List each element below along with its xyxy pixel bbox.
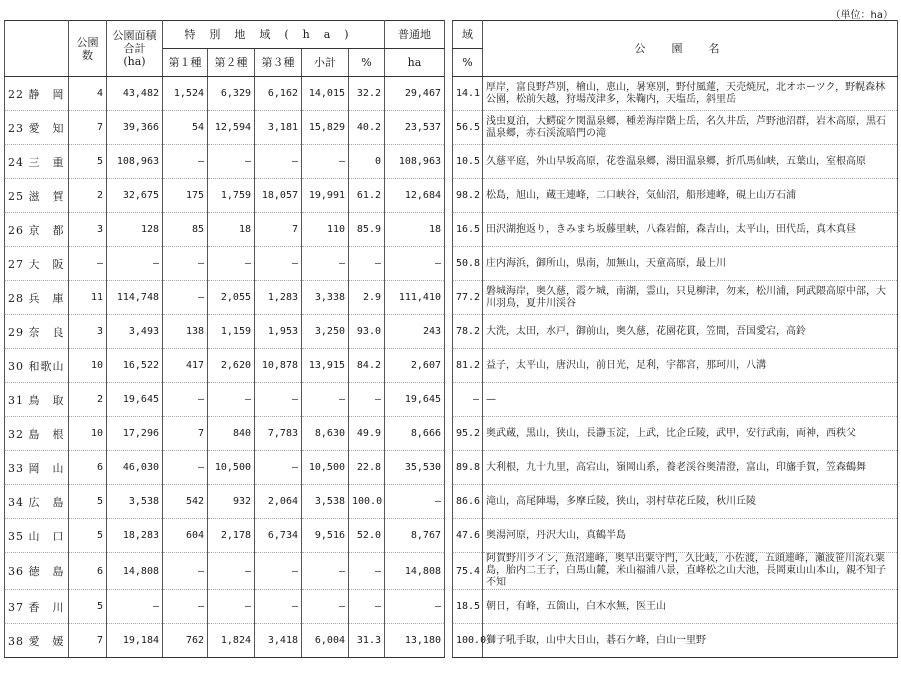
park-names-cell: 朝日，有峰，五箇山，白木水無，医王山 (483, 590, 898, 624)
percent-cell: 0 (349, 145, 385, 179)
percent-cell: 32.2 (349, 77, 385, 111)
ordinary-percent-cell: 16.5 (453, 213, 483, 247)
park-names-cell: 奥武蔵，黒山，狭山，長瀞玉淀，上武，比企丘陵，武甲，安行武南，両神，西秩父 (483, 417, 898, 451)
ordinary-area-cell: 23,537 (385, 111, 445, 145)
subtotal-cell: — (302, 553, 349, 590)
subtotal-cell: 8,630 (302, 417, 349, 451)
class-2-cell: 932 (208, 485, 255, 519)
header-ordinary-area: 普通地 (385, 21, 445, 49)
ordinary-percent-cell: 77.2 (453, 281, 483, 315)
class-2-cell: 2,620 (208, 349, 255, 383)
ordinary-area-cell: — (385, 247, 445, 281)
ordinary-percent-cell: 56.5 (453, 111, 483, 145)
table-gutter (445, 485, 453, 519)
ordinary-area-cell: 14,808 (385, 553, 445, 590)
class-3-cell: 3,418 (255, 624, 302, 658)
park-names-cell: 磐城海岸，奥久慈，霞ケ城，南湖，霊山，只見柳津，勿来，松川浦，阿武隈高原中部，大川羽鳥，夏井川渓谷 (483, 281, 898, 315)
ordinary-area-cell: 2,607 (385, 349, 445, 383)
table-gutter (445, 213, 453, 247)
ordinary-area-cell: 8,767 (385, 519, 445, 553)
prefecture-number: 29 (8, 325, 24, 339)
header-percent: % (349, 49, 385, 77)
prefecture-number: 35 (8, 529, 24, 543)
header-park-names: 公園名 (483, 21, 898, 77)
subtotal-cell: 6,004 (302, 624, 349, 658)
ordinary-area-cell: 108,963 (385, 145, 445, 179)
prefecture-cell (5, 213, 69, 247)
park-area-cell: 16,522 (107, 349, 163, 383)
ordinary-area-cell: 12,684 (385, 179, 445, 213)
ordinary-percent-cell: 75.4 (453, 553, 483, 590)
percent-cell: 61.2 (349, 179, 385, 213)
class-3-cell: 7,783 (255, 417, 302, 451)
subtotal-cell: — (302, 383, 349, 417)
table-gutter (445, 590, 453, 624)
prefecture-number: 36 (8, 565, 24, 578)
subtotal-cell: — (302, 145, 349, 179)
prefecture-number: 34 (8, 495, 24, 509)
class-1-cell: 175 (163, 179, 208, 213)
table-header (5, 21, 898, 77)
subtotal-cell: 14,015 (302, 77, 349, 111)
ordinary-area-cell: — (385, 485, 445, 519)
prefecture-name: 兵 庫 (28, 291, 65, 305)
park-count-cell: 2 (69, 383, 107, 417)
prefecture-number: 30 (8, 359, 24, 373)
class-1-cell: 762 (163, 624, 208, 658)
prefecture-cell (5, 315, 69, 349)
table-body (5, 77, 898, 658)
class-1-cell: — (163, 383, 208, 417)
table-gutter (445, 451, 453, 485)
ordinary-percent-cell: 78.2 (453, 315, 483, 349)
percent-cell: 84.2 (349, 349, 385, 383)
table-row (5, 417, 898, 451)
class-1-cell: 138 (163, 315, 208, 349)
park-names-cell: 大洗，太田，水戸，御前山，奥久慈，花園花貫，笠間，吾国愛宕，高鈴 (483, 315, 898, 349)
header-prefecture (5, 21, 69, 77)
percent-cell: — (349, 590, 385, 624)
prefecture-number: 31 (8, 393, 24, 407)
ordinary-area-cell: 18 (385, 213, 445, 247)
class-2-cell: 1,759 (208, 179, 255, 213)
park-count-cell: 6 (69, 553, 107, 590)
class-3-cell: — (255, 590, 302, 624)
park-area-cell: — (107, 590, 163, 624)
park-area-cell: 114,748 (107, 281, 163, 315)
park-count-cell: 4 (69, 77, 107, 111)
ordinary-area-cell: 19,645 (385, 383, 445, 417)
park-count-cell: 3 (69, 213, 107, 247)
class-2-cell: 840 (208, 417, 255, 451)
ordinary-percent-cell: 100.0 (453, 624, 483, 658)
prefectural-parks-table (4, 20, 898, 658)
ordinary-percent-cell: 98.2 (453, 179, 483, 213)
ordinary-percent-cell: 50.8 (453, 247, 483, 281)
park-count-cell: 7 (69, 624, 107, 658)
prefecture-number: 23 (8, 121, 24, 135)
prefecture-cell (5, 111, 69, 145)
header-park-area-unit: (ha) (123, 55, 146, 68)
subtotal-cell: 3,538 (302, 485, 349, 519)
prefecture-number: 22 (8, 87, 24, 101)
percent-cell: 49.9 (349, 417, 385, 451)
table-gutter (445, 21, 453, 77)
percent-cell: 22.8 (349, 451, 385, 485)
prefecture-number: 38 (8, 634, 24, 648)
table-row (5, 145, 898, 179)
prefecture-cell (5, 281, 69, 315)
table-gutter (445, 383, 453, 417)
park-count-cell: 5 (69, 145, 107, 179)
subtotal-cell: — (302, 590, 349, 624)
table-row (5, 179, 898, 213)
class-3-cell: 18,057 (255, 179, 302, 213)
statistics-table-wrapper (4, 20, 898, 658)
park-count-cell: 6 (69, 451, 107, 485)
park-count-cell: 10 (69, 417, 107, 451)
class-3-cell: 3,181 (255, 111, 302, 145)
table-row (5, 451, 898, 485)
header-special-area: 特別地域(ha) (163, 21, 385, 49)
header-park-area (107, 21, 163, 77)
table-row (5, 111, 898, 145)
park-count-cell: — (69, 247, 107, 281)
park-count-cell: 2 (69, 179, 107, 213)
ordinary-percent-cell: 14.1 (453, 77, 483, 111)
class-2-cell: — (208, 247, 255, 281)
ordinary-area-cell: 8,666 (385, 417, 445, 451)
prefecture-cell (5, 519, 69, 553)
percent-cell: 52.0 (349, 519, 385, 553)
prefecture-number: 25 (8, 189, 24, 203)
class-1-cell: 1,524 (163, 77, 208, 111)
table-gutter (445, 77, 453, 111)
ordinary-area-cell: 13,180 (385, 624, 445, 658)
subtotal-cell: 10,500 (302, 451, 349, 485)
subtotal-cell: 19,991 (302, 179, 349, 213)
prefecture-name: 三 重 (28, 155, 65, 169)
table-row (5, 590, 898, 624)
prefecture-number: 32 (8, 427, 24, 441)
class-2-cell: 1,824 (208, 624, 255, 658)
percent-cell: 40.2 (349, 111, 385, 145)
class-2-cell: — (208, 553, 255, 590)
table-row (5, 349, 898, 383)
percent-cell: 100.0 (349, 485, 385, 519)
class-2-cell: 6,329 (208, 77, 255, 111)
class-3-cell: — (255, 553, 302, 590)
class-1-cell: — (163, 145, 208, 179)
table-row (5, 281, 898, 315)
class-1-cell: 542 (163, 485, 208, 519)
prefecture-cell (5, 247, 69, 281)
prefecture-name: 鳥 取 (28, 393, 65, 407)
park-names-cell: 益子，太平山，唐沢山，前日光，足利，宇都宮，那珂川，八溝 (483, 349, 898, 383)
header-ordinary-percent: % (453, 49, 483, 77)
park-area-cell: 19,645 (107, 383, 163, 417)
percent-cell: 85.9 (349, 213, 385, 247)
prefecture-cell (5, 349, 69, 383)
percent-cell: — (349, 383, 385, 417)
prefecture-name: 岡 山 (28, 461, 65, 475)
park-count-cell: 7 (69, 111, 107, 145)
header-class-1: 第１種 (163, 49, 208, 77)
ordinary-percent-cell: 81.2 (453, 349, 483, 383)
park-names-cell: 久慈平庭，外山早坂高原，花巻温泉郷，湯田温泉郷，折爪馬仙峡，五葉山，室根高原 (483, 145, 898, 179)
class-2-cell: 2,055 (208, 281, 255, 315)
prefecture-number: 24 (8, 155, 24, 169)
table-gutter (445, 247, 453, 281)
prefecture-number: 28 (8, 291, 24, 305)
park-area-cell: 17,296 (107, 417, 163, 451)
park-area-cell: 14,808 (107, 553, 163, 590)
class-1-cell: 54 (163, 111, 208, 145)
table-gutter (445, 179, 453, 213)
class-1-cell: 85 (163, 213, 208, 247)
park-count-cell: 5 (69, 519, 107, 553)
table-row (5, 383, 898, 417)
class-3-cell: 1,953 (255, 315, 302, 349)
subtotal-cell: 13,915 (302, 349, 349, 383)
prefecture-cell (5, 485, 69, 519)
subtotal-cell: 3,250 (302, 315, 349, 349)
prefecture-name: 愛 知 (28, 121, 65, 135)
table-row (5, 247, 898, 281)
ordinary-percent-cell: 95.2 (453, 417, 483, 451)
class-3-cell: — (255, 145, 302, 179)
ordinary-percent-cell: — (453, 383, 483, 417)
class-1-cell: 417 (163, 349, 208, 383)
prefecture-name: 徳 島 (28, 565, 65, 578)
park-area-cell: 19,184 (107, 624, 163, 658)
subtotal-cell: 9,516 (302, 519, 349, 553)
prefecture-cell (5, 590, 69, 624)
table-row (5, 624, 898, 658)
class-3-cell: — (255, 451, 302, 485)
ordinary-area-cell: 111,410 (385, 281, 445, 315)
unit-label: （単位：ha） (830, 10, 893, 21)
header-subtotal: 小計 (302, 49, 349, 77)
class-2-cell: 10,500 (208, 451, 255, 485)
park-names-cell: 庄内海浜，御所山，県南，加無山，天童高原，最上川 (483, 247, 898, 281)
class-1-cell: 604 (163, 519, 208, 553)
class-1-cell: — (163, 281, 208, 315)
subtotal-cell: 3,338 (302, 281, 349, 315)
ordinary-area-cell: 243 (385, 315, 445, 349)
ordinary-percent-cell: 86.6 (453, 485, 483, 519)
class-3-cell: 6,734 (255, 519, 302, 553)
park-area-cell: 43,482 (107, 77, 163, 111)
park-names-cell: — (483, 383, 898, 417)
class-3-cell: 1,283 (255, 281, 302, 315)
park-names-cell: 田沢湖抱返り，きみまち坂藤里峡，八森岩館，森吉山，太平山，田代岳，真木真昼 (483, 213, 898, 247)
park-area-cell: 3,538 (107, 485, 163, 519)
table-gutter (445, 624, 453, 658)
prefecture-cell (5, 77, 69, 111)
class-3-cell: 7 (255, 213, 302, 247)
park-names-cell: 浅虫夏泊，大鰐碇ケ関温泉郷，種差海岸階上岳，名久井岳，芦野池沼群，岩木高原，黒石温泉郷，赤石渓流暗門の滝 (483, 111, 898, 145)
prefecture-name: 京 都 (28, 223, 65, 237)
park-count-cell: 5 (69, 485, 107, 519)
subtotal-cell: 15,829 (302, 111, 349, 145)
table-row (5, 315, 898, 349)
prefecture-cell (5, 553, 69, 590)
table-row (5, 77, 898, 111)
ordinary-area-cell: 29,467 (385, 77, 445, 111)
table-row (5, 485, 898, 519)
class-3-cell: — (255, 383, 302, 417)
table-gutter (445, 417, 453, 451)
table-gutter (445, 349, 453, 383)
class-2-cell: — (208, 383, 255, 417)
park-names-cell: 厚岸，富良野芦別，檜山，恵山，暑寒別，野付風蓮，天売焼尻，北オホーツク，野幌森林公園，松前矢越，狩場茂津多，朱鞠内，天塩岳，斜里岳 (483, 77, 898, 111)
ordinary-percent-cell: 10.5 (453, 145, 483, 179)
class-2-cell: — (208, 590, 255, 624)
park-names-cell: 滝山，高尾陣場，多摩丘陵，狭山，羽村草花丘陵，秋川丘陵 (483, 485, 898, 519)
ordinary-area-cell: 35,530 (385, 451, 445, 485)
header-class-3: 第３種 (255, 49, 302, 77)
class-3-cell: — (255, 247, 302, 281)
class-1-cell: — (163, 553, 208, 590)
table-gutter (445, 315, 453, 349)
prefecture-number: 27 (8, 257, 24, 271)
prefecture-name: 山 口 (28, 529, 65, 543)
percent-cell: — (349, 553, 385, 590)
prefecture-name: 愛 媛 (28, 634, 65, 648)
class-2-cell: 2,178 (208, 519, 255, 553)
park-area-cell: 128 (107, 213, 163, 247)
header-park-area-label: 公園面積合計 (112, 29, 157, 55)
prefecture-name: 広 島 (28, 495, 65, 509)
park-area-cell: 32,675 (107, 179, 163, 213)
park-count-cell: 5 (69, 590, 107, 624)
table-gutter (445, 553, 453, 590)
prefecture-name: 大 阪 (28, 257, 65, 271)
table-gutter (445, 281, 453, 315)
table-gutter (445, 145, 453, 179)
class-3-cell: 6,162 (255, 77, 302, 111)
header-class-2: 第２種 (208, 49, 255, 77)
prefecture-cell (5, 451, 69, 485)
percent-cell: 2.9 (349, 281, 385, 315)
percent-cell: 93.0 (349, 315, 385, 349)
park-area-cell: 18,283 (107, 519, 163, 553)
park-area-cell: 46,030 (107, 451, 163, 485)
prefecture-name: 奈 良 (28, 325, 65, 339)
header-park-count: 公園数 (69, 21, 107, 77)
header-ordinary-area-suffix: 域 (453, 21, 483, 49)
park-count-cell: 3 (69, 315, 107, 349)
class-2-cell: 18 (208, 213, 255, 247)
park-names-cell: 獅子吼手取，山中大日山，碁石ケ峰，白山一里野 (483, 624, 898, 658)
subtotal-cell: 110 (302, 213, 349, 247)
class-2-cell: — (208, 145, 255, 179)
table-row (5, 553, 898, 590)
ordinary-percent-cell: 47.6 (453, 519, 483, 553)
table-gutter (445, 111, 453, 145)
prefecture-cell (5, 624, 69, 658)
class-1-cell: — (163, 590, 208, 624)
prefecture-name: 和歌山 (28, 359, 65, 373)
prefecture-number: 26 (8, 223, 24, 237)
table-row (5, 519, 898, 553)
ordinary-percent-cell: 89.8 (453, 451, 483, 485)
prefecture-cell (5, 145, 69, 179)
park-names-cell: 阿賀野川ライン，魚沼連峰，奥早出粟守門，久比岐，小佐渡，五頭連峰，瀬波笹川流れ粟島，胎内二王子，白馬山麓，米山福浦八景，直峰松之山大池，長岡東山山本山，親不知子不知 (483, 553, 898, 590)
table-row (5, 213, 898, 247)
prefecture-name: 滋 賀 (28, 189, 65, 203)
class-3-cell: 10,878 (255, 349, 302, 383)
class-1-cell: 7 (163, 417, 208, 451)
park-names-cell: 奥湯河原，丹沢大山，真鶴半島 (483, 519, 898, 553)
park-count-cell: 10 (69, 349, 107, 383)
prefecture-cell (5, 417, 69, 451)
ordinary-percent-cell: 18.5 (453, 590, 483, 624)
percent-cell: 31.3 (349, 624, 385, 658)
prefecture-number: 33 (8, 461, 24, 475)
class-1-cell: — (163, 451, 208, 485)
park-area-cell: 108,963 (107, 145, 163, 179)
subtotal-cell: — (302, 247, 349, 281)
prefecture-number: 37 (8, 600, 24, 614)
header-ordinary-unit: ha (385, 49, 445, 77)
class-1-cell: — (163, 247, 208, 281)
class-3-cell: 2,064 (255, 485, 302, 519)
prefecture-cell (5, 179, 69, 213)
ordinary-area-cell: — (385, 590, 445, 624)
park-names-cell: 大利根，九十九里，高宕山，嶺岡山系，養老渓谷奥清澄，富山，印旛手賀，笠森鶴舞 (483, 451, 898, 485)
park-area-cell: 3,493 (107, 315, 163, 349)
park-names-cell: 松島，旭山，蔵王連峰，二口峡谷，気仙沼，船形連峰，硯上山万石浦 (483, 179, 898, 213)
table-gutter (445, 519, 453, 553)
park-area-cell: — (107, 247, 163, 281)
class-2-cell: 1,159 (208, 315, 255, 349)
prefecture-name: 島 根 (28, 427, 65, 441)
class-2-cell: 12,594 (208, 111, 255, 145)
park-count-cell: 11 (69, 281, 107, 315)
prefecture-name: 香 川 (28, 600, 65, 614)
percent-cell: — (349, 247, 385, 281)
prefecture-cell (5, 383, 69, 417)
park-area-cell: 39,366 (107, 111, 163, 145)
prefecture-name: 静 岡 (28, 87, 65, 101)
